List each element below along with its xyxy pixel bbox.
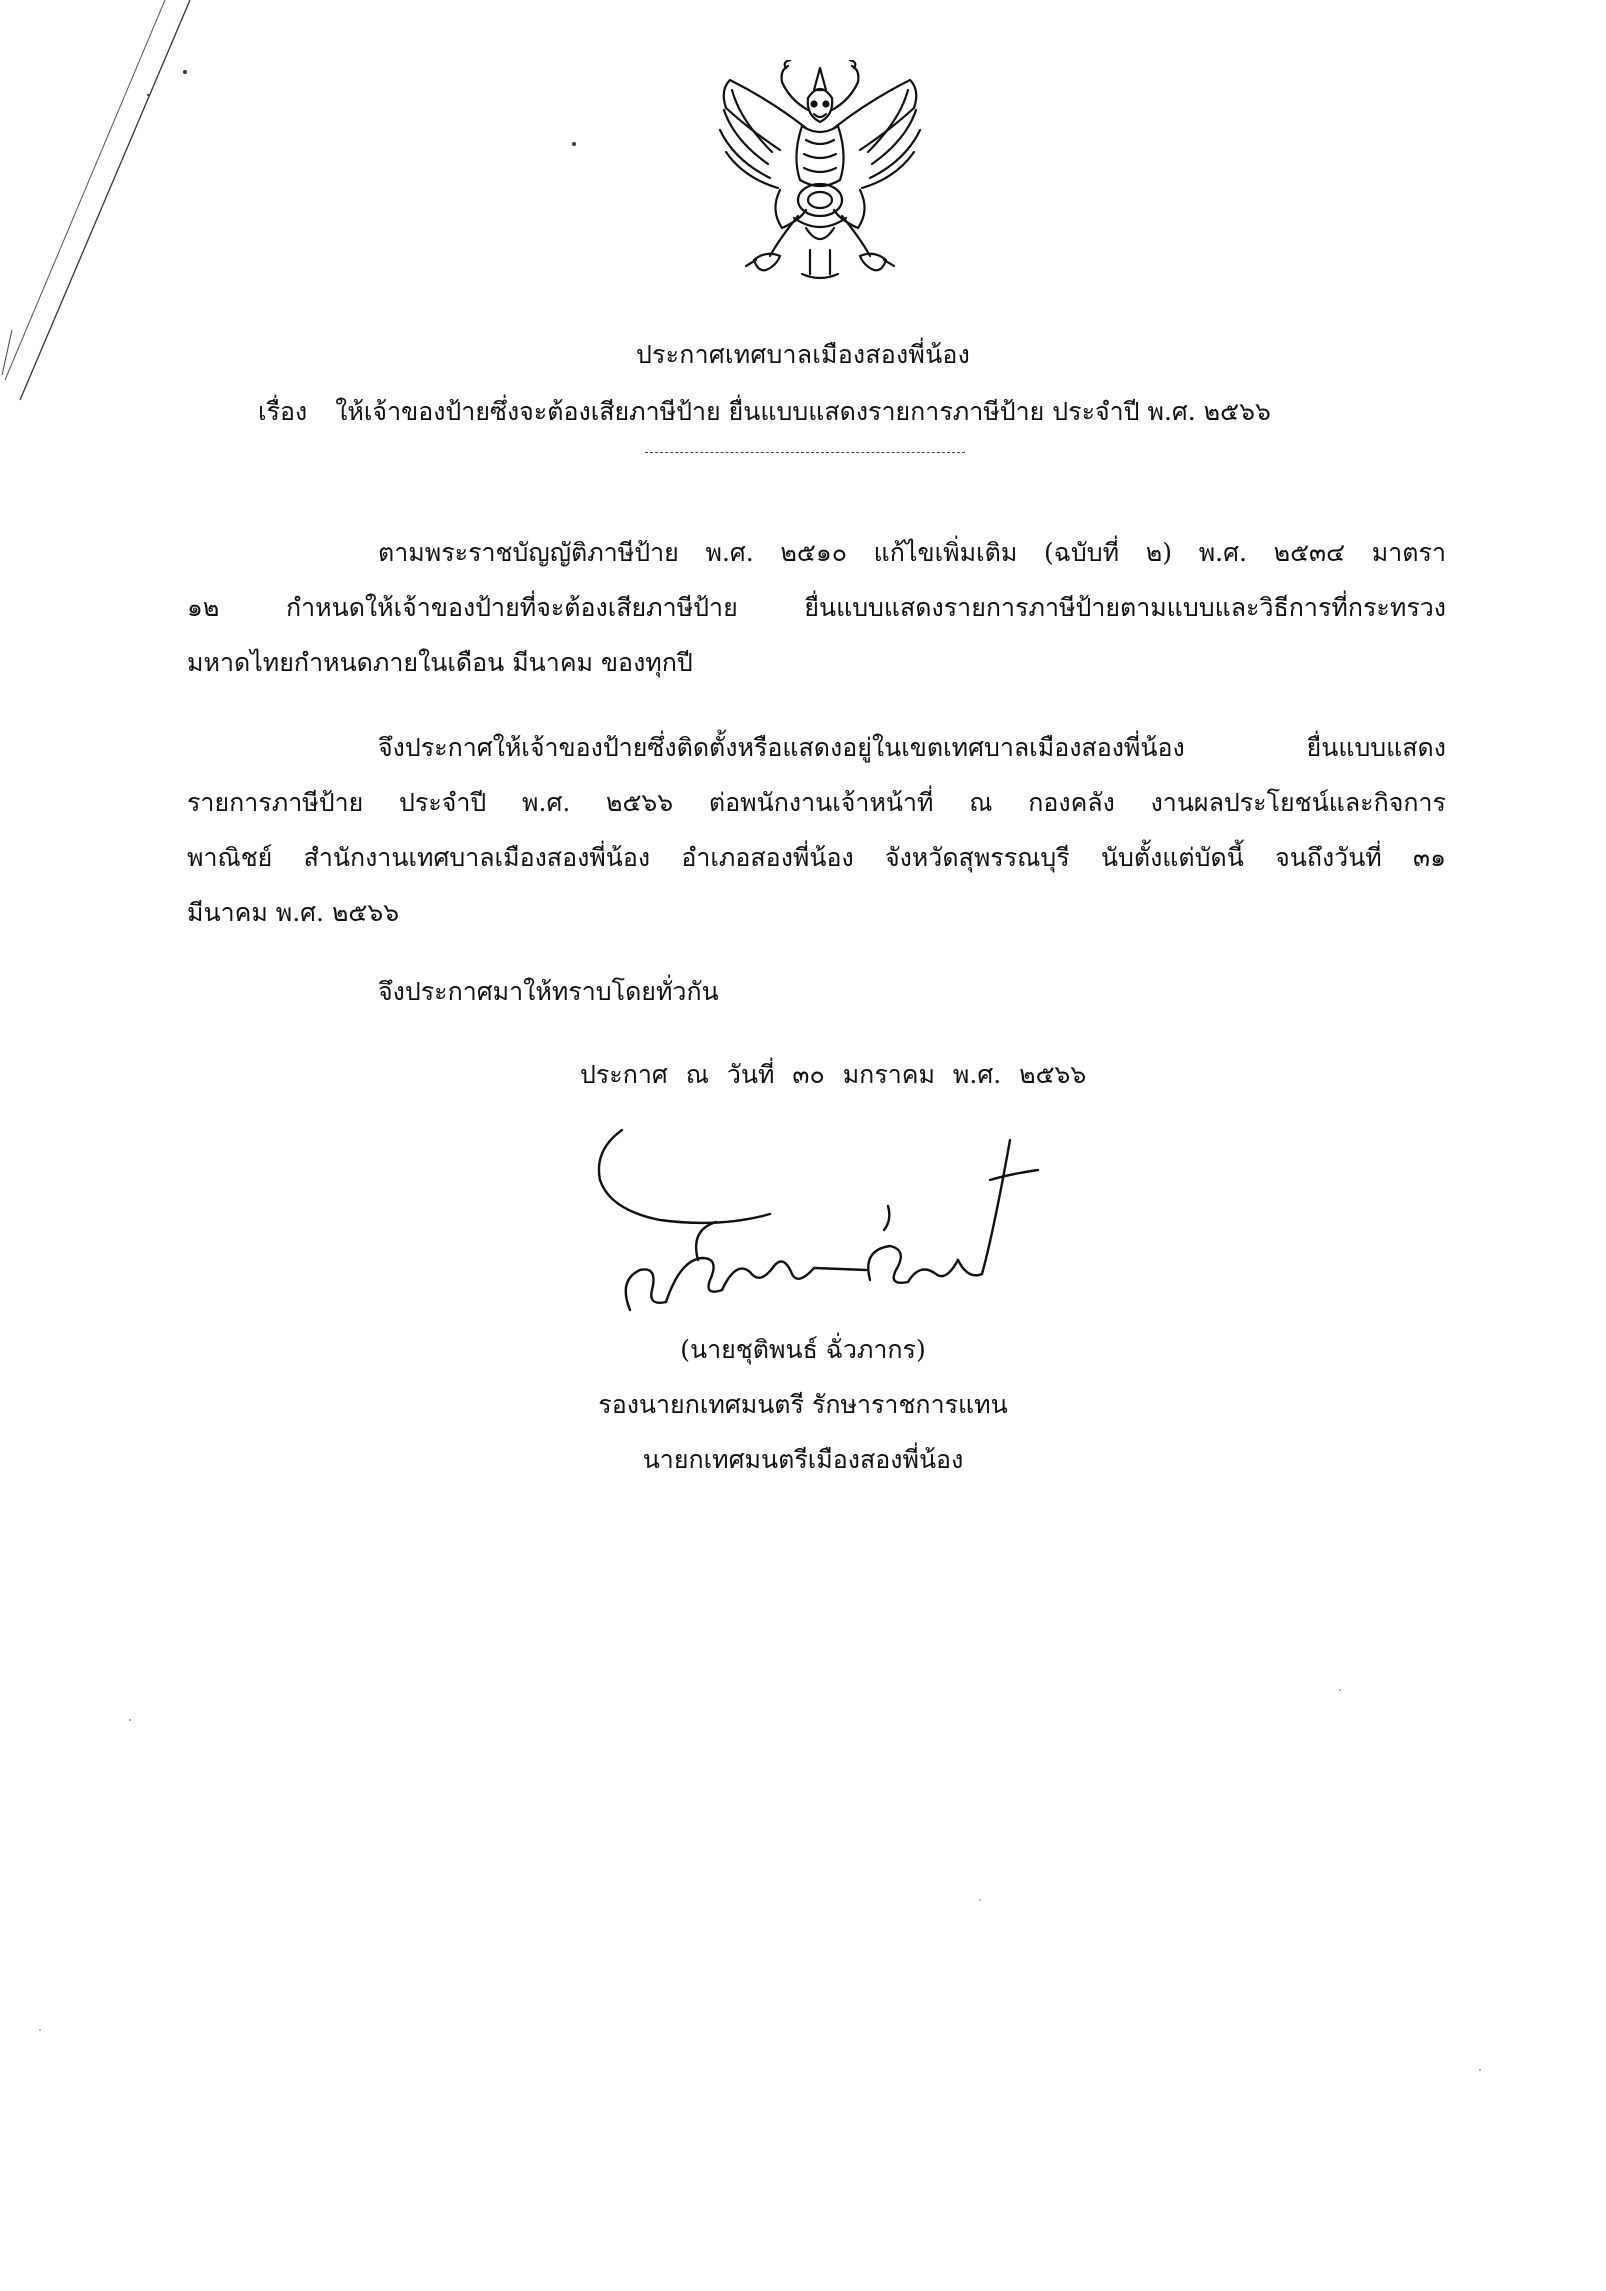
handwritten-signature (570, 1110, 1050, 1320)
paragraph-1-line-2: ๑๒ กำหนดให้เจ้าของป้ายที่จะต้องเสียภาษีป้าย ยื่นแบบแสดงรายการภาษีป้ายตามแบบและวิธีการที่กระทรวง (187, 593, 1446, 622)
scan-speck (570, 140, 580, 150)
signer-position-2: นายกเทศมนตรีเมืองสองพี่น้อง (642, 1445, 964, 1474)
paragraph-1-line-3: มหาดไทยกำหนดภายในเดือน มีนาคม ของทุกปี (187, 648, 693, 677)
subject-text: ให้เจ้าของป้ายซึ่งจะต้องเสียภาษีป้าย ยื่นแบบแสดงรายการภาษีป้าย ประจำปี พ.ศ. ๒๕๖๖ (335, 397, 1271, 426)
closing-statement: จึงประกาศมาให้ทราบโดยทั่วกัน (378, 977, 719, 1006)
garuda-emblem (710, 60, 930, 290)
subject-label: เรื่อง (258, 397, 308, 426)
paragraph-2-line-2: รายการภาษีป้าย ประจำปี พ.ศ. ๒๕๖๖ ต่อพนักงานเจ้าหน้าที่ ณ กองคลัง งานผลประโยชน์และกิจการ (187, 788, 1446, 817)
paragraph-2-line-1: จึงประกาศให้เจ้าของป้ายซึ่งติดตั้งหรือแสดงอยู่ในเขตเทศบาลเมืองสองพี่น้อง ยื่นแบบแสดง (378, 733, 1446, 762)
paragraph-1-line-1: ตามพระราชบัญญัติภาษีป้าย พ.ศ. ๒๕๑๐ แก้ไขเพิ่มเติม (ฉบับที่ ๒) พ.ศ. ๒๕๓๔ มาตรา (378, 538, 1446, 567)
signer-name: (นายชุติพนธ์ ฉั่วภากร) (680, 1335, 926, 1364)
signer-position-1: รองนายกเทศมนตรี รักษาราชการแทน (598, 1390, 1008, 1419)
paragraph-2-line-4: มีนาคม พ.ศ. ๒๕๖๖ (187, 898, 400, 927)
subject-line (258, 392, 1271, 432)
scan-noise (0, 1600, 1606, 2100)
announcement-date: ประกาศ ณ วันที่ ๓๐ มกราคม พ.ศ. ๒๕๖๖ (580, 1060, 1087, 1089)
separator-line (645, 452, 965, 453)
document-title: ประกาศเทศบาลเมืองสองพี่น้อง (635, 340, 970, 369)
paragraph-2-line-3: พาณิชย์ สำนักงานเทศบาลเมืองสองพี่น้อง อำเภอสองพี่น้อง จังหวัดสุพรรณบุรี นับตั้งแต่บัดนี้ จนถึงวันที่ ๓๑ (187, 843, 1446, 872)
